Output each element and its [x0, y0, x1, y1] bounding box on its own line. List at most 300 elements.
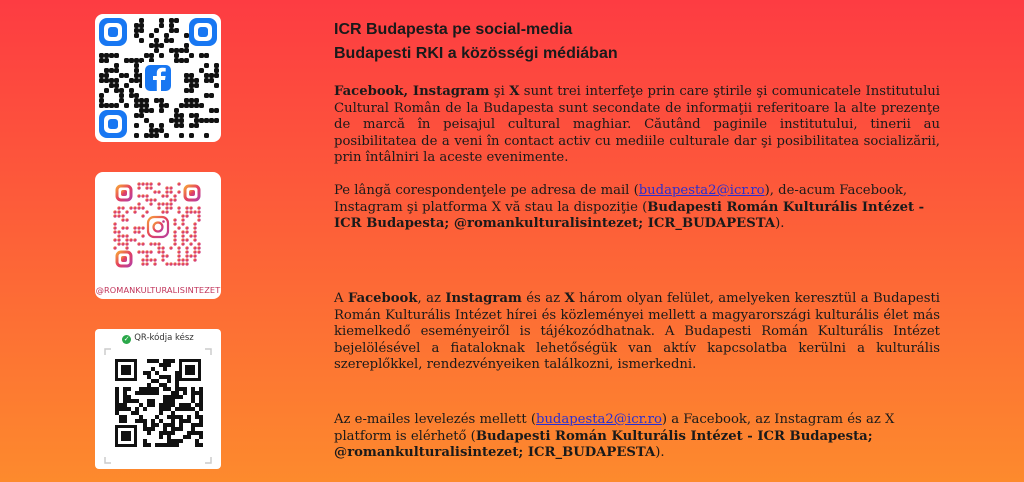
- qr-module: [174, 58, 179, 63]
- qr-module: [153, 258, 156, 261]
- x-qr-code[interactable]: [95, 329, 221, 469]
- qr-module: [155, 415, 159, 419]
- qr-module: [139, 38, 144, 43]
- qr-module: [135, 399, 139, 403]
- qr-module: [195, 411, 199, 415]
- qr-module: [121, 226, 124, 229]
- qr-module: [195, 391, 199, 395]
- qr-module: [143, 443, 147, 447]
- qr-module: [175, 383, 179, 387]
- qr-module: [114, 63, 119, 68]
- qr-module: [191, 431, 195, 435]
- qr-module: [175, 439, 179, 443]
- qr-module: [209, 73, 214, 78]
- qr-module: [184, 48, 189, 53]
- qr-module: [144, 98, 149, 103]
- qr-module: [179, 403, 183, 407]
- qr-module: [197, 210, 200, 213]
- qr-module: [145, 198, 148, 201]
- qr-module: [134, 98, 139, 103]
- qr-module: [194, 78, 199, 83]
- qr-module: [143, 407, 147, 411]
- qr-module: [174, 113, 179, 118]
- qr-module: [183, 391, 187, 395]
- qr-module: [145, 186, 148, 189]
- qr-module: [139, 108, 144, 113]
- qr-module: [164, 33, 169, 38]
- qr-module: [179, 427, 183, 431]
- qr-module: [169, 198, 172, 201]
- qr-module: [161, 194, 164, 197]
- qr-module: [169, 262, 172, 265]
- qr-module: [137, 182, 140, 185]
- qr-module: [157, 202, 160, 205]
- hungarian-intro-paragraph: [334, 291, 940, 374]
- facebook-qr-code[interactable]: [95, 14, 221, 142]
- qr-module: [134, 58, 139, 63]
- qr-module: [139, 387, 143, 391]
- qr-module: [167, 395, 171, 399]
- qr-module: [163, 423, 167, 427]
- email-link[interactable]: budapesta2@icr.ro: [536, 412, 662, 427]
- qr-module: [167, 399, 171, 403]
- qr-module: [189, 88, 194, 93]
- qr-module: [199, 431, 203, 435]
- qr-module: [167, 407, 171, 411]
- qr-module: [159, 375, 163, 379]
- qr-module: [181, 214, 184, 217]
- qr-module: [179, 423, 183, 427]
- qr-module: [115, 399, 119, 403]
- qr-module: [194, 113, 199, 118]
- qr-module: [149, 133, 154, 138]
- qr-module: [155, 379, 159, 383]
- qr-module: [194, 118, 199, 123]
- qr-module: [129, 88, 134, 93]
- qr-module: [149, 250, 152, 253]
- qr-module: [145, 262, 148, 265]
- qr-module: [185, 258, 188, 261]
- qr-module: [143, 423, 147, 427]
- qr-module: [114, 53, 119, 58]
- qr-module: [143, 391, 147, 395]
- qr-module: [171, 399, 175, 403]
- qr-module: [141, 194, 144, 197]
- qr-module: [115, 407, 119, 411]
- qr-module: [167, 387, 171, 391]
- qr-module: [159, 443, 163, 447]
- qr-module: [159, 103, 164, 108]
- qr-module: [127, 407, 131, 411]
- qr-module: [119, 419, 123, 423]
- qr-module: [184, 98, 189, 103]
- qr-module: [155, 359, 159, 363]
- qr-module: [159, 407, 163, 411]
- qr-module: [193, 210, 196, 213]
- text-span: Az e-mailes levelezés mellett (: [334, 412, 536, 427]
- qr-module: [121, 218, 124, 221]
- qr-module: [137, 202, 140, 205]
- qr-module: [99, 53, 104, 58]
- qr-module: [209, 93, 214, 98]
- qr-module: [204, 78, 209, 83]
- qr-module: [123, 387, 127, 391]
- qr-module: [134, 68, 139, 73]
- qr-module: [175, 407, 179, 411]
- qr-module: [199, 395, 203, 399]
- qr-module: [184, 88, 189, 93]
- qr-module: [189, 254, 192, 257]
- text-span: ) a Facebook, az Instagram és az X platform is elérhető (: [334, 412, 895, 444]
- qr-module: [171, 395, 175, 399]
- qr-module: [171, 411, 175, 415]
- qr-module: [179, 118, 184, 123]
- romanian-intro-paragraph: [334, 84, 940, 167]
- qr-module: [189, 234, 192, 237]
- qr-module: [177, 190, 180, 193]
- qr-module: [151, 403, 155, 407]
- qr-module: [159, 108, 164, 113]
- qr-module: [151, 399, 155, 403]
- qr-module: [147, 391, 151, 395]
- qr-module: [143, 427, 147, 431]
- qr-module: [199, 435, 203, 439]
- qr-module: [189, 98, 194, 103]
- qr-module: [174, 48, 179, 53]
- qr-module: [185, 254, 188, 257]
- qr-module: [145, 194, 148, 197]
- qr-module: [187, 435, 191, 439]
- qr-module: [164, 38, 169, 43]
- qr-module: [185, 214, 188, 217]
- qr-module: [167, 415, 171, 419]
- qr-module: [185, 206, 188, 209]
- qr-module: [144, 53, 149, 58]
- bold-text: Instagram: [445, 291, 522, 306]
- qr-module: [129, 78, 134, 83]
- qr-module: [167, 359, 171, 363]
- qr-module: [175, 375, 179, 379]
- qr-module: [179, 58, 184, 63]
- qr-module: [99, 98, 104, 103]
- qr-module: [199, 391, 203, 395]
- qr-module: [134, 123, 139, 128]
- qr-module: [191, 407, 195, 411]
- qr-module: [171, 439, 175, 443]
- qr-module: [163, 427, 167, 431]
- qr-module: [165, 262, 168, 265]
- qr-module: [149, 202, 152, 205]
- qr-module: [121, 206, 124, 209]
- qr-module: [119, 98, 124, 103]
- qr-module: [193, 222, 196, 225]
- qr-module: [159, 43, 164, 48]
- qr-module: [115, 411, 119, 415]
- qr-module: [204, 73, 209, 78]
- qr-module: [151, 379, 155, 383]
- qr-module: [181, 222, 184, 225]
- qr-module: [151, 391, 155, 395]
- heading-hungarian: Budapesti RKI a közösségi médiában: [334, 45, 618, 62]
- qr-module: [167, 423, 171, 427]
- qr-module: [125, 234, 128, 237]
- qr-module: [169, 38, 174, 43]
- qr-module: [185, 262, 188, 265]
- qr-module: [181, 238, 184, 241]
- qr-module: [174, 123, 179, 128]
- qr-module: [147, 427, 151, 431]
- qr-module: [189, 73, 194, 78]
- qr-module: [133, 210, 136, 213]
- qr-module: [173, 194, 176, 197]
- qr-module: [169, 246, 172, 249]
- qr-module: [171, 419, 175, 423]
- qr-module: [184, 43, 189, 48]
- qr-module: [187, 407, 191, 411]
- qr-module: [153, 198, 156, 201]
- qr-module: [179, 113, 184, 118]
- qr-module: [169, 186, 172, 189]
- qr-module: [151, 387, 155, 391]
- instagram-qr-pattern: [95, 172, 221, 280]
- qr-module: [204, 133, 209, 138]
- qr-module: [125, 242, 128, 245]
- qr-module: [117, 214, 120, 217]
- qr-module: [171, 423, 175, 427]
- qr-module: [163, 387, 167, 391]
- qr-module: [141, 214, 144, 217]
- qr-module: [157, 250, 160, 253]
- qr-module: [141, 234, 144, 237]
- qr-module: [139, 113, 144, 118]
- qr-module: [181, 262, 184, 265]
- qr-module: [163, 375, 167, 379]
- qr-module: [187, 431, 191, 435]
- qr-module: [177, 258, 180, 261]
- instagram-qr-code[interactable]: [95, 172, 221, 299]
- qr-module: [184, 33, 189, 38]
- qr-module: [199, 419, 203, 423]
- qr-module: [129, 206, 132, 209]
- qr-module: [197, 218, 200, 221]
- qr-module: [133, 226, 136, 229]
- qr-module: [164, 133, 169, 138]
- qr-module: [181, 258, 184, 261]
- qr-module: [169, 23, 174, 28]
- qr-module: [161, 250, 164, 253]
- qr-module: [134, 73, 139, 78]
- qr-module: [177, 210, 180, 213]
- qr-module: [214, 63, 219, 68]
- qr-module: [139, 415, 143, 419]
- qr-module: [163, 407, 167, 411]
- qr-module: [121, 214, 124, 217]
- qr-module: [179, 407, 183, 411]
- qr-module: [143, 387, 147, 391]
- qr-module: [119, 93, 124, 98]
- qr-module: [165, 202, 168, 205]
- qr-module: [187, 403, 191, 407]
- qr-module: [114, 78, 119, 83]
- qr-module: [197, 206, 200, 209]
- qr-module: [173, 230, 176, 233]
- qr-module: [174, 108, 179, 113]
- qr-module: [193, 246, 196, 249]
- qr-module: [134, 78, 139, 83]
- text-span: Pe lângă corespondenţele pe adresa de mail (: [334, 183, 639, 198]
- qr-module: [141, 242, 144, 245]
- qr-module: [161, 210, 164, 213]
- qr-module: [189, 83, 194, 88]
- qr-module: [113, 230, 116, 233]
- text-span: három olyan felület, amelyeken keresztül a Budapesti Román Kulturális Intézet hírei és közleményei mellett a magyarországi kulturális élet más kiemelkedő eseményeiről is tájékozódhatnak. A Budapesti Román Kulturális Intézet bejelölésével a fiataloknak lehetőségük van aktív kapcsolatba kerülni a kulturális szereplőkkel, rendezvényeiken találkozni, ismerkedni.: [334, 291, 940, 373]
- qr-module: [199, 407, 203, 411]
- qr-module: [195, 431, 199, 435]
- qr-module: [123, 391, 127, 395]
- bold-text: Budapesti Román Kulturális Intézet - ICR Budapesta; @romankulturalisintezet; ICR_BUDAPESTA: [334, 199, 925, 232]
- qr-module: [147, 399, 151, 403]
- qr-module: [199, 118, 204, 123]
- qr-module: [161, 202, 164, 205]
- qr-module: [171, 359, 175, 363]
- qr-module: [175, 427, 179, 431]
- qr-module: [165, 210, 168, 213]
- qr-module: [173, 234, 176, 237]
- qr-module: [167, 375, 171, 379]
- qr-module: [139, 18, 144, 23]
- qr-module: [197, 214, 200, 217]
- qr-module: [153, 262, 156, 265]
- qr-module: [154, 43, 159, 48]
- qr-module: [204, 93, 209, 98]
- qr-module: [144, 133, 149, 138]
- text-span: és az: [521, 291, 565, 306]
- qr-module: [161, 258, 164, 261]
- qr-module: [175, 379, 179, 383]
- qr-module: [159, 435, 163, 439]
- qr-module: [181, 242, 184, 245]
- qr-module: [137, 226, 140, 229]
- qr-module: [131, 411, 135, 415]
- qr-module: [125, 218, 128, 221]
- qr-module: [149, 43, 154, 48]
- qr-module: [214, 108, 219, 113]
- qr-module: [114, 68, 119, 73]
- qr-module: [104, 73, 109, 78]
- qr-module: [154, 28, 159, 33]
- qr-module: [117, 230, 120, 233]
- qr-module: [144, 108, 149, 113]
- qr-module: [149, 242, 152, 245]
- qr-module: [181, 218, 184, 221]
- qr-module: [104, 53, 109, 58]
- qr-module: [115, 395, 119, 399]
- qr-module: [179, 395, 183, 399]
- qr-module: [177, 246, 180, 249]
- qr-module: [169, 48, 174, 53]
- qr-module: [145, 254, 148, 257]
- qr-module: [135, 411, 139, 415]
- check-icon: ✓: [123, 335, 130, 343]
- qr-module: [99, 73, 104, 78]
- qr-module: [113, 226, 116, 229]
- qr-module: [169, 202, 172, 205]
- qr-module: [137, 242, 140, 245]
- qr-module: [123, 403, 127, 407]
- qr-module: [179, 415, 183, 419]
- qr-module: [191, 423, 195, 427]
- qr-module: [121, 242, 124, 245]
- qr-module: [113, 210, 116, 213]
- qr-module: [149, 182, 152, 185]
- qr-module: [135, 391, 139, 395]
- qr-module: [149, 186, 152, 189]
- qr-module: [123, 407, 127, 411]
- qr-module: [195, 439, 199, 443]
- qr-module: [179, 103, 184, 108]
- qr-module: [149, 123, 154, 128]
- qr-module: [173, 262, 176, 265]
- qr-module: [184, 73, 189, 78]
- qr-module: [171, 427, 175, 431]
- qr-module: [199, 399, 203, 403]
- qr-module: [165, 186, 168, 189]
- qr-module: [189, 78, 194, 83]
- qr-module: [141, 226, 144, 229]
- qr-module: [204, 118, 209, 123]
- qr-module: [167, 435, 171, 439]
- bold-text: Budapesti Román Kulturális Intézet - ICR Budapesta; @romankulturalisintezet; ICR_BUDAPESTA: [334, 428, 873, 461]
- qr-module: [123, 415, 127, 419]
- qr-module: [99, 58, 104, 63]
- qr-ready-label: QR-kódja kész: [134, 333, 194, 343]
- qr-module: [187, 415, 191, 419]
- qr-module: [179, 48, 184, 53]
- qr-module: [154, 38, 159, 43]
- qr-module: [137, 206, 140, 209]
- qr-module: [139, 28, 144, 33]
- qr-module: [175, 443, 179, 447]
- qr-module: [167, 439, 171, 443]
- qr-module: [165, 190, 168, 193]
- qr-module: [155, 391, 159, 395]
- qr-module: [131, 399, 135, 403]
- qr-module: [113, 222, 116, 225]
- qr-module: [193, 254, 196, 257]
- qr-module: [159, 128, 164, 133]
- qr-module: [155, 443, 159, 447]
- qr-module: [154, 48, 159, 53]
- qr-module: [177, 254, 180, 257]
- qr-module: [191, 387, 195, 391]
- email-link[interactable]: budapesta2@icr.ro: [638, 183, 765, 198]
- qr-module: [175, 371, 179, 375]
- qr-module: [209, 118, 214, 123]
- qr-module: [104, 103, 109, 108]
- qr-module: [134, 23, 139, 28]
- qr-module: [149, 33, 154, 38]
- qr-module: [134, 133, 139, 138]
- text-span: ).: [655, 445, 665, 461]
- qr-module: [119, 88, 124, 93]
- qr-module: [195, 443, 199, 447]
- qr-module: [194, 98, 199, 103]
- qr-module: [144, 118, 149, 123]
- text-span: sunt trei interfeţe prin care ştirile şi comunicatele Institutului Cultural Român de la Budapesta sunt secondate de informaţii referitoare la alte prezenţe de marcă în peisajul cultural maghiar. Căutând paginile institutului, tinerii au posibilitatea de a veni în contact activ cu mediile culturale dar şi posibilitatea socializării, prin întâlniri la aceste evenimente.: [334, 84, 940, 166]
- qr-module: [141, 258, 144, 261]
- qr-module: [185, 210, 188, 213]
- qr-module: [123, 395, 127, 399]
